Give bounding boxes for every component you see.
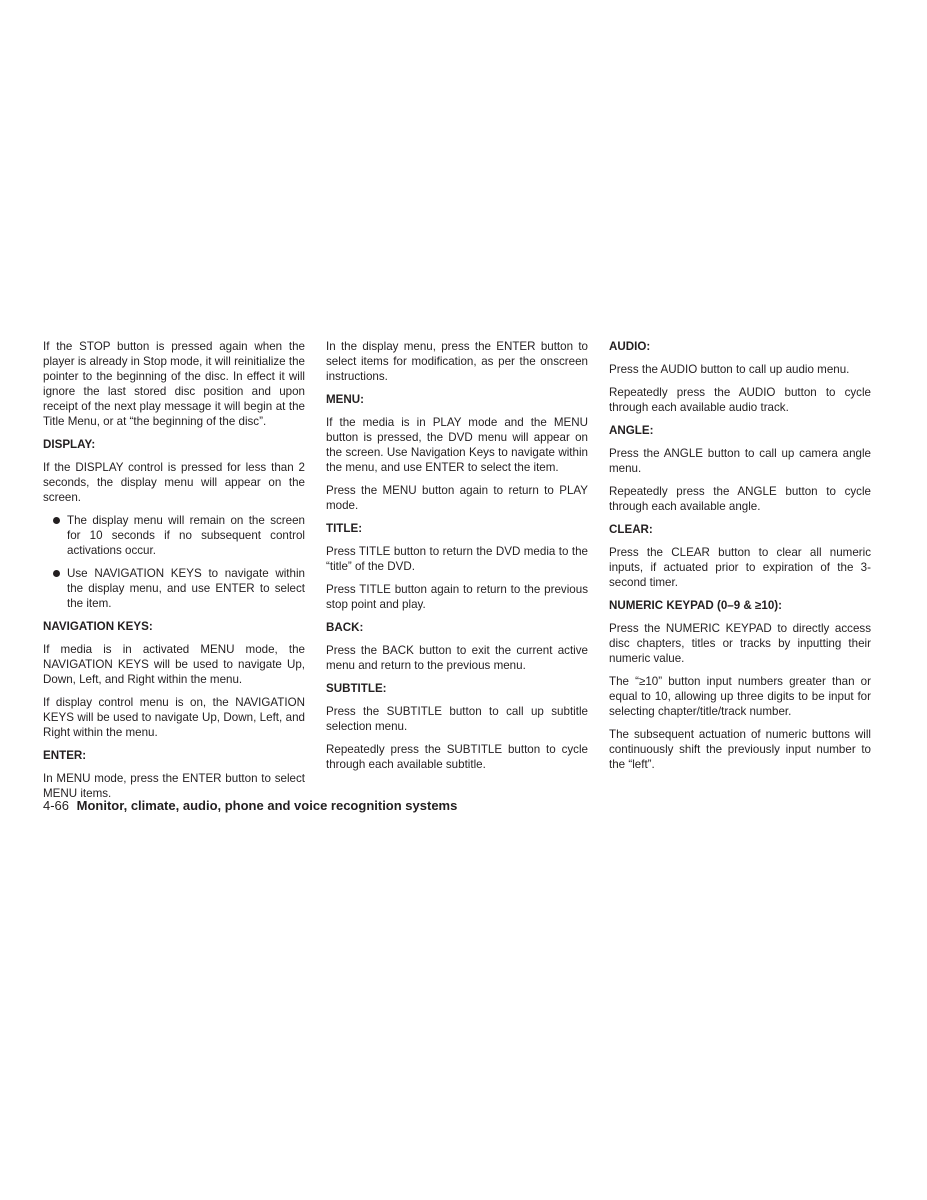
heading-display: DISPLAY: xyxy=(43,438,96,451)
paragraph-menu-1: If the media is in PLAY mode and the MENU button is pressed, the DVD menu will appear on the screen. Use Navigation Keys to navigate within the menu, and use ENTER to select the item. xyxy=(326,416,588,474)
bullet-dot-icon xyxy=(53,570,60,577)
paragraph-numeric-2: The “≥10” button input numbers greater than or equal to 10, allowing up three digits to be input for selecting chapter/title/track number. xyxy=(609,675,871,718)
page-footer xyxy=(43,798,457,814)
column-middle xyxy=(326,339,588,780)
bullet-text: The display menu will remain on the screen for 10 seconds if no subsequent control activations occur. xyxy=(67,514,305,557)
paragraph-back: Press the BACK button to exit the current active menu and return to the previous menu. xyxy=(326,644,588,672)
paragraph-clear: Press the CLEAR button to clear all numeric inputs, if actuated prior to expiration of the 3-second timer. xyxy=(609,546,871,589)
heading-menu: MENU: xyxy=(326,393,364,406)
paragraph-angle-2: Repeatedly press the ANGLE button to cycle through each available angle. xyxy=(609,485,871,513)
paragraph-audio-2: Repeatedly press the AUDIO button to cycle through each available audio track. xyxy=(609,386,871,414)
paragraph-subtitle-2: Repeatedly press the SUBTITLE button to cycle through each available subtitle. xyxy=(326,743,588,771)
column-left xyxy=(43,339,305,809)
paragraph-stop-reinitialize: If the STOP button is pressed again when the player is already in Stop mode, it will reinitialize the pointer to the beginning of the disc. In effect it will ignore the last stored disc position and upon receipt of the next play message it will begin at the Title Menu, or at “the beginning of the disc”. xyxy=(43,340,305,428)
heading-back: BACK: xyxy=(326,621,364,634)
heading-angle: ANGLE: xyxy=(609,424,654,437)
paragraph-numeric-1: Press the NUMERIC KEYPAD to directly access disc chapters, titles or tracks by inputting their numeric value. xyxy=(609,622,871,665)
bullet-text: Use NAVIGATION KEYS to navigate within the display menu, and use ENTER to select the item. xyxy=(67,567,305,610)
bullet-dot-icon xyxy=(53,517,60,524)
paragraph-subtitle-1: Press the SUBTITLE button to call up subtitle selection menu. xyxy=(326,705,588,733)
paragraph-numeric-3: The subsequent actuation of numeric buttons will continuously shift the previously input number to the “left”. xyxy=(609,728,871,771)
page-number: 4-66 xyxy=(43,798,70,813)
section-title: Monitor, climate, audio, phone and voice recognition systems xyxy=(76,798,458,813)
heading-title: TITLE: xyxy=(326,522,363,535)
heading-enter: ENTER: xyxy=(43,749,87,762)
bullet-item xyxy=(43,513,305,558)
paragraph-enter: In MENU mode, press the ENTER button to select MENU items. xyxy=(43,772,305,800)
heading-subtitle: SUBTITLE: xyxy=(326,682,387,695)
paragraph-menu-2: Press the MENU button again to return to PLAY mode. xyxy=(326,484,588,512)
paragraph-audio-1: Press the AUDIO button to call up audio menu. xyxy=(609,363,850,376)
paragraph-navigation-2: If display control menu is on, the NAVIGATION KEYS will be used to navigate Up, Down, Left, and Right within the menu. xyxy=(43,696,305,739)
paragraph-display: If the DISPLAY control is pressed for less than 2 seconds, the display menu will appear on the screen. xyxy=(43,461,305,504)
bullet-item xyxy=(43,566,305,611)
heading-clear: CLEAR: xyxy=(609,523,653,536)
paragraph-title-2: Press TITLE button again to return to the previous stop point and play. xyxy=(326,583,588,611)
heading-navigation-keys: NAVIGATION KEYS: xyxy=(43,620,153,633)
paragraph-angle-1: Press the ANGLE button to call up camera angle menu. xyxy=(609,447,871,475)
heading-numeric-keypad: NUMERIC KEYPAD (0–9 & ≥10): xyxy=(609,599,783,612)
column-right xyxy=(609,339,871,780)
paragraph-title-1: Press TITLE button to return the DVD media to the “title” of the DVD. xyxy=(326,545,588,573)
paragraph-display-menu-enter: In the display menu, press the ENTER button to select items for modification, as per the onscreen instructions. xyxy=(326,340,588,383)
paragraph-navigation-1: If media is in activated MENU mode, the NAVIGATION KEYS will be used to navigate Up, Down, Left, and Right within the menu. xyxy=(43,643,305,686)
heading-audio: AUDIO: xyxy=(609,340,651,353)
